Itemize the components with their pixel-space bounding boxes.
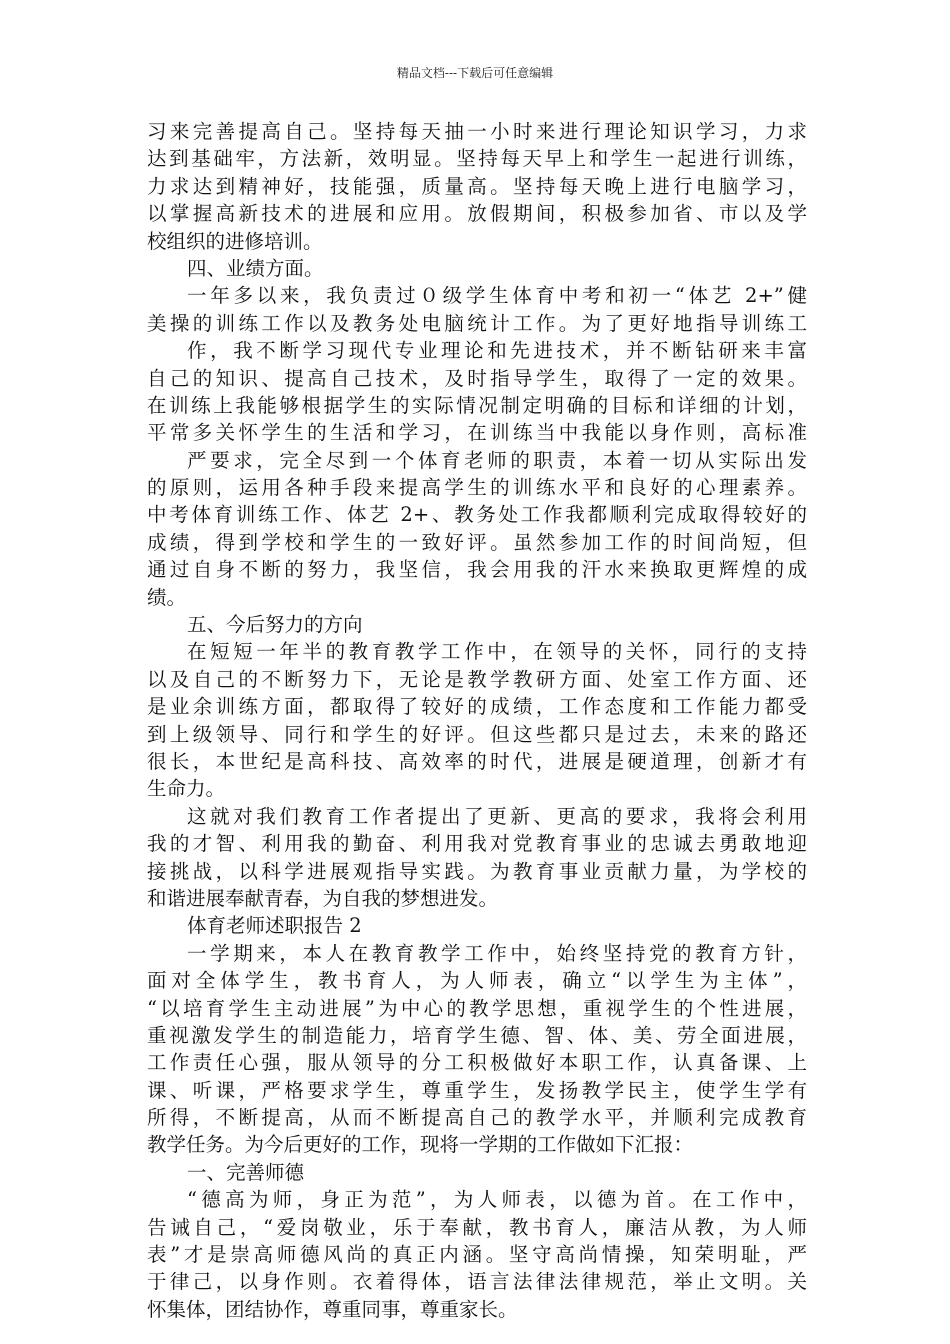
text-line: 美操的训练工作以及教务处电脑统计工作。为了更好地指导训练工 [147,311,807,335]
text-line: 成绩，得到学校和学生的一致好评。虽然参加工作的时间尚短，但 [147,530,807,554]
section-heading: 四、业绩方面。 [187,256,324,280]
text-line: 达到基础牢，方法新，效明显。坚持每天早上和学生一起进行训练， [147,147,807,171]
text-line: 生命力。 [147,777,226,801]
text-line: 一学期来，本人在教育教学工作中，始终坚持党的教育方针， [187,941,807,965]
text-line: 这就对我们教育工作者提出了更新、更高的要求，我将会利用 [187,804,807,828]
text-line: 课、听课，严格要求学生，尊重学生，发扬教学民主，使学生学有 [147,1078,807,1102]
text-line: 校组织的进修培训。 [147,229,323,253]
text-line: 中考体育训练工作、体艺 2+、教务处工作我都顺利完成取得较好的 [147,503,807,527]
text-line: “以培育学生主动进展”为中心的教学思想，重视学生的个性进展， [147,996,807,1020]
text-line: 接挑战，以科学进展观指导实践。为教育事业贡献力量，为学校的 [147,859,807,883]
text-line: 在短短一年半的教育教学工作中，在领导的关怀，同行的支持 [187,640,807,664]
text-line: 平常多关怀学生的生活和学习，在训练当中我能以身作则，高标准 [147,421,807,445]
text-line: 以掌握高新技术的进展和应用。放假期间，积极参加省、市以及学 [147,202,807,226]
page-header: 精品文档---下载后可任意编辑 [396,66,554,80]
text-line: 在训练上我能够根据学生的实际情况制定明确的目标和详细的计划， [147,393,807,417]
text-line: 自己的知识、提高自己技术，及时指导学生，取得了一定的效果。 [147,366,807,390]
text-line: 的原则，运用各种手段来提高学生的训练水平和良好的心理素养。 [147,476,807,500]
text-line: 以及自己的不断努力下，无论是教学教研方面、处室工作方面、还 [147,667,807,691]
text-line: 绩。 [147,585,187,609]
text-line: 我的才智、利用我的勤奋、利用我对党教育事业的忠诚去勇敢地迎 [147,832,807,856]
text-line: 作，我不断学习现代专业理论和先进技术，并不断钻研来丰富 [187,339,807,363]
document-body [147,118,807,1323]
text-line: 工作责任心强，服从领导的分工积极做好本职工作，认真备课、上 [147,1051,807,1075]
text-line: 教学任务。为今后更好的工作，现将一学期的工作做如下汇报： [147,1133,694,1157]
text-line: 力求达到精神好，技能强，质量高。坚持每天晚上进行电脑学习， [147,174,807,198]
section-heading: 一、完善师德 [187,1160,305,1184]
text-line: 通过自身不断的努力，我坚信，我会用我的汗水来换取更辉煌的成 [147,558,807,582]
section-heading: 五、今后努力的方向 [187,613,363,637]
text-line: 严要求，完全尽到一个体育老师的职责，本着一切从实际出发 [187,448,807,472]
text-line: 面对全体学生，教书育人，为人师表，确立“以学生为主体”， [147,969,807,993]
text-line: 到上级领导、同行和学生的好评。但这些都只是过去，未来的路还 [147,722,807,746]
text-line: 和谐进展奉献青春，为自我的梦想进发。 [147,886,499,910]
text-line: 一年多以来，我负责过０级学生体育中考和初一“体艺 2+”健 [187,284,807,308]
text-line: 告诫自己，“爱岗敬业，乐于奉献，教书育人，廉洁从教，为人师 [147,1215,807,1239]
text-line: “德高为师，身正为范”，为人师表，以德为首。在工作中， [187,1188,807,1212]
text-line: 怀集体，团结协作，尊重同事，尊重家长。 [147,1297,518,1321]
text-line: 很长，本世纪是高科技、高效率的时代，进展是硬道理，创新才有 [147,749,807,773]
text-line: 习来完善提高自己。坚持每天抽一小时来进行理论知识学习，力求 [147,120,807,143]
text-line: 是业余训练方面，都取得了较好的成绩，工作态度和工作能力都受 [147,695,807,719]
text-line: 所得，不断提高，从而不断提高自己的教学水平，并顺利完成教育 [147,1106,807,1130]
text-line: 表”才是崇高师德风尚的真正内涵。坚守高尚情操，知荣明耻，严 [147,1243,807,1267]
text-line: 于律己，以身作则。衣着得体，语言法律法律规范，举止文明。关 [147,1270,807,1294]
section-heading: 体育老师述职报告 2 [187,914,362,938]
text-line: 重视激发学生的制造能力，培育学生德、智、体、美、劳全面进展， [147,1023,807,1047]
